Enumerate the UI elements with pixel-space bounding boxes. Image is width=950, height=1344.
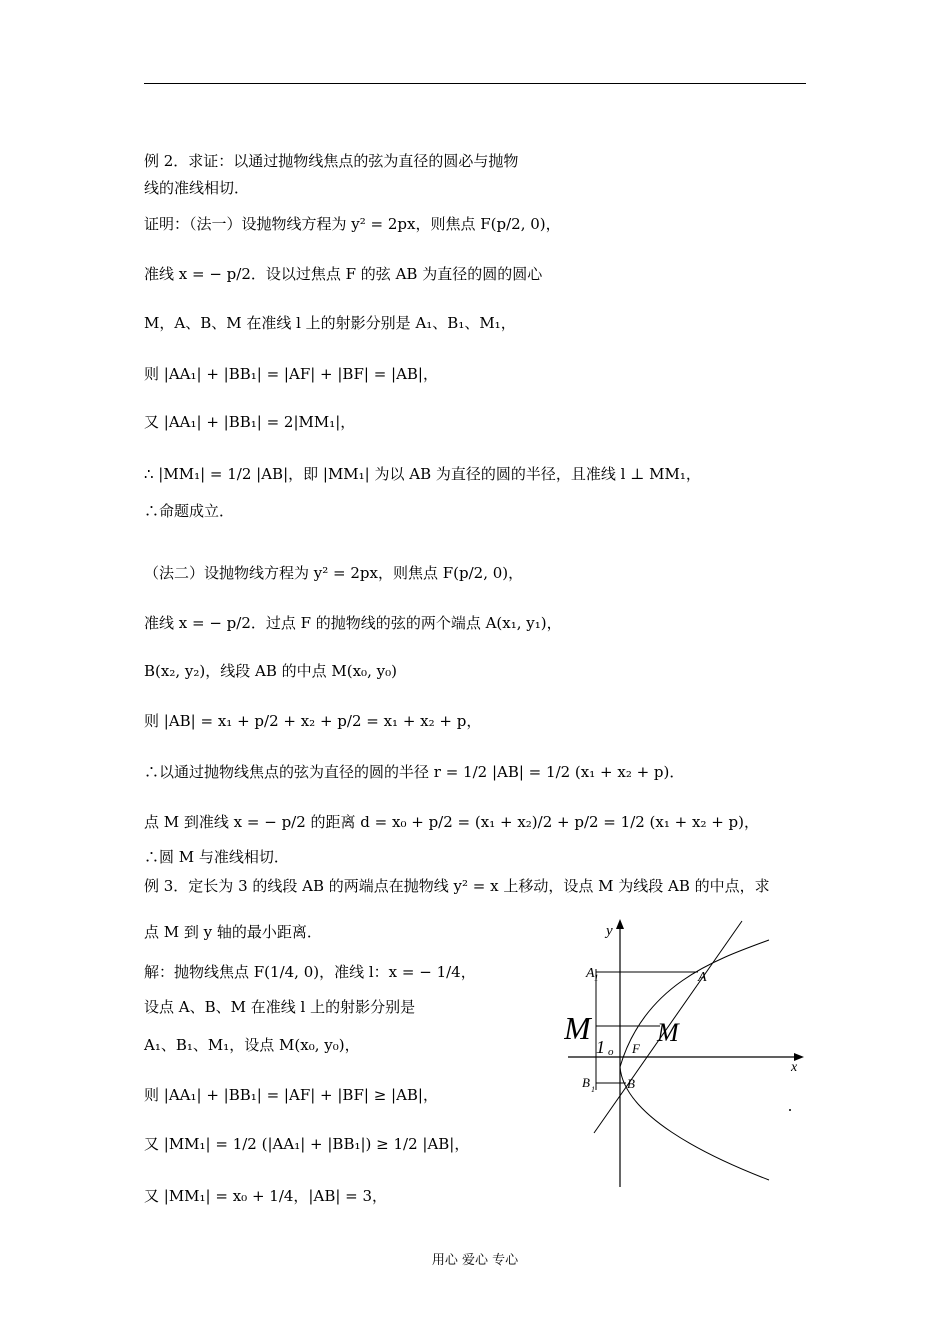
- label-y-axis: y: [606, 923, 613, 939]
- label-B1: B: [582, 1075, 590, 1090]
- label-M: M: [657, 1018, 679, 1047]
- y-axis-arrow: [616, 919, 624, 929]
- label-origin: o: [608, 1046, 614, 1058]
- proof-method-2-setup: （法二）设抛物线方程为 y² = 2px，则焦点 F(p/2, 0)，: [144, 564, 524, 582]
- end-dot: [789, 1109, 791, 1111]
- solution-step-3: 又 |MM₁| = x₀ + 1/4，|AB| = 3，: [144, 1187, 388, 1205]
- example-3-statement: 例 3．定长为 3 的线段 AB 的两端点在抛物线 y² = x 上移动，设点 M 为线段 AB 的中点，求: [144, 877, 770, 895]
- solution-step-1: 则 |AA₁| + |BB₁| = |AF| + |BF| ≥ |AB|，: [144, 1086, 438, 1104]
- page-footer: 用心 爱心 专心: [431, 1253, 519, 1268]
- solution-focus-directrix: 解：抛物线焦点 F(1/4, 0)，准线 l：x = − 1/4，: [144, 963, 476, 981]
- proof-projections: M，A、B、M 在准线 l 上的射影分别是 A₁、B₁、M₁，: [144, 314, 516, 332]
- label-A1-sub: 1: [594, 973, 599, 983]
- label-x-axis: x: [791, 1060, 798, 1075]
- label-B1-sub: 1: [591, 1085, 595, 1094]
- proof-method-2-midpoint: B(x₂, y₂)，线段 AB 的中点 M(x₀, y₀): [144, 662, 397, 680]
- parabola-figure: [564, 915, 804, 1187]
- label-F: F: [632, 1041, 640, 1056]
- label-M1: M: [564, 1010, 591, 1046]
- proof-step-2: 又 |AA₁| + |BB₁| = 2|MM₁|，: [144, 413, 356, 431]
- header-rule: [144, 83, 806, 84]
- proof-method-2-chord-length: 则 |AB| = x₁ + p/2 + x₂ + p/2 = x₁ + x₂ + p，: [144, 712, 482, 730]
- proof-conclusion: ∴命题成立．: [144, 502, 235, 520]
- label-A1: A: [586, 966, 595, 981]
- proof-method-2-radius: ∴以通过抛物线焦点的弦为直径的圆的半径 r = 1/2 |AB| = 1/2 (x₁ + x₂ + p)．: [144, 763, 685, 781]
- label-M1-sub: 1: [596, 1037, 605, 1057]
- proof-method-2-directrix: 准线 x = − p/2．过点 F 的抛物线的弦的两个端点 A(x₁, y₁)，: [144, 614, 562, 632]
- proof-step-1: 则 |AA₁| + |BB₁| = |AF| + |BF| = |AB|，: [144, 365, 438, 383]
- proof-method-2-conclusion: ∴圆 M 与准线相切．: [144, 848, 289, 866]
- proof-directrix: 准线 x = − p/2．设以过焦点 F 的弦 AB 为直径的圆的圆心: [144, 265, 543, 283]
- example-2-statement: 例 2．求证：以通过抛物线焦点的弦为直径的圆必与抛物: [144, 152, 519, 170]
- proof-method-2-distance: 点 M 到准线 x = − p/2 的距离 d = x₀ + p/2 = (x₁ + x₂)/2 + p/2 = 1/2 (x₁ + x₂ + p)，: [144, 813, 760, 831]
- solution-step-2: 又 |MM₁| = 1/2 (|AA₁| + |BB₁|) ≥ 1/2 |AB|，: [144, 1135, 470, 1153]
- proof-method-1-setup: 证明：（法一）设抛物线方程为 y² = 2px，则焦点 F(p/2, 0)，: [144, 215, 561, 233]
- proof-step-3: ∴ |MM₁| = 1/2 |AB|，即 |MM₁| 为以 AB 为直径的圆的半径，且准线 l ⊥ MM₁，: [144, 465, 701, 483]
- label-B: B: [627, 1076, 635, 1091]
- example-2-statement-cont: 线的准线相切．: [144, 179, 250, 197]
- solution-projections: 设点 A、B、M 在准线 l 上的射影分别是: [144, 998, 416, 1016]
- parabola-curve: [620, 940, 769, 1180]
- example-3-statement-cont: 点 M 到 y 轴的最小距离．: [144, 923, 322, 941]
- label-A: A: [698, 970, 707, 985]
- solution-projections-cont: A₁、B₁、M₁，设点 M(x₀, y₀)，: [144, 1036, 360, 1054]
